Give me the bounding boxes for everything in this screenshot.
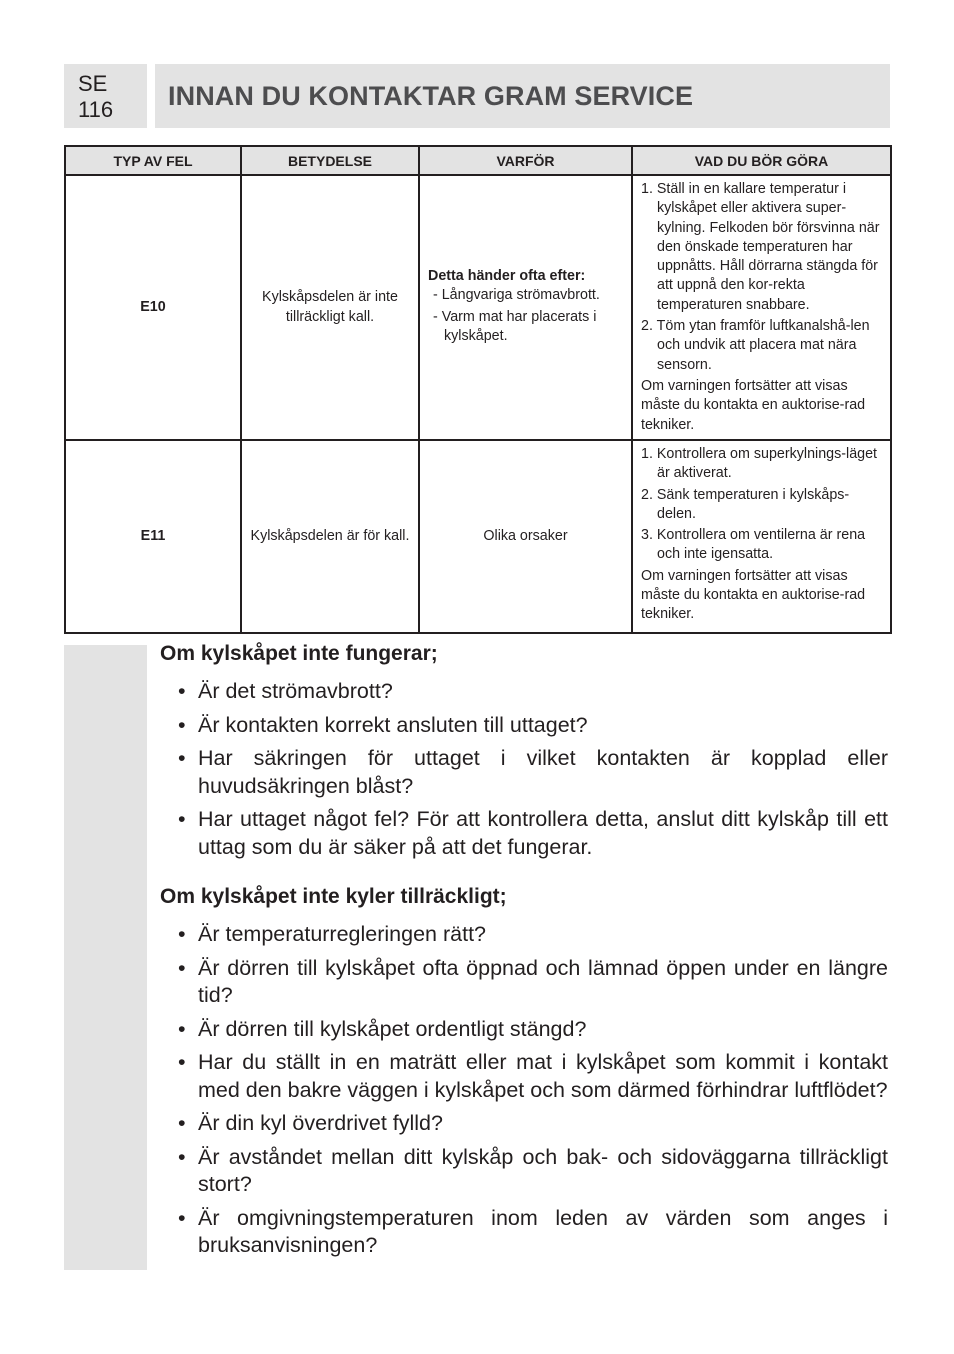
page-title: INNAN DU KONTAKTAR GRAM SERVICE xyxy=(168,80,694,111)
list-item: 3. Kontrollera om ventilerna är rena och inte igensatta. xyxy=(641,527,866,563)
list-item: • Är kontakten korrekt ansluten till uttaget? xyxy=(160,712,888,740)
list-item: • Är omgivningstemperaturen inom leden av värden som anges i bruksanvisningen? xyxy=(178,1205,888,1257)
error-code-e11: E11 xyxy=(65,440,241,633)
list-item: • Är det strömavbrott? xyxy=(160,678,888,706)
bullet-icon: • xyxy=(178,1144,186,1169)
list-item: 2. Sänk temperaturen i kylskåps-delen. xyxy=(641,486,850,522)
section-heading-not-cooling: Om kylskåpet inte kyler tillräckligt; xyxy=(160,885,507,908)
table-header-row xyxy=(65,146,891,175)
action-note: Om varningen fortsätter att visas måste du kontakta en auktorise-rad tekniker. xyxy=(641,567,866,623)
list-item: • Är dörren till kylskåpet ofta öppnad och lämnad öppen under en längre tid? xyxy=(178,955,888,1007)
error-code-table xyxy=(64,145,892,634)
list-item: 1. Kontrollera om superkylnings-läget är aktiverat. xyxy=(641,446,878,482)
table-row xyxy=(65,175,891,440)
page-label xyxy=(64,64,147,128)
page-number: 116 xyxy=(78,97,114,122)
column-header-why: VARFÖR xyxy=(419,146,632,175)
side-bar xyxy=(64,645,147,1270)
action-steps xyxy=(641,180,884,375)
list-item: - Långvariga strömavbrott. xyxy=(433,287,600,304)
section-heading-not-working: Om kylskåpet inte fungerar; xyxy=(160,642,438,665)
table-row xyxy=(65,440,891,633)
action-note: Om varningen fortsätter att visas måste du kontakta en auktorise-rad tekniker. xyxy=(641,377,866,433)
action-steps xyxy=(641,445,884,565)
list-item: • Är din kyl överdrivet fylld? xyxy=(160,1110,888,1138)
why-heading: Detta händer ofta efter: xyxy=(428,267,586,284)
why-list xyxy=(428,286,625,346)
meaning-cell: Kylskåpsdelen är för kall. xyxy=(241,440,419,633)
meaning-cell: Kylskåpsdelen är inte tillräckligt kall. xyxy=(241,175,419,440)
list-item: • Är temperaturregleringen rätt? xyxy=(160,921,888,949)
why-cell: Olika orsaker xyxy=(419,440,632,633)
action-cell xyxy=(632,175,891,440)
list-item: • Har säkringen för uttaget i vilket kontakten är kopplad eller huvudsäkringen blåst? xyxy=(178,746,888,798)
bullet-icon: • xyxy=(178,1016,186,1041)
checklist-not-cooling xyxy=(160,921,888,1260)
list-item: • Är dörren till kylskåpet ordentligt stängd? xyxy=(160,1016,888,1044)
error-code-e10: E10 xyxy=(65,175,241,440)
bullet-icon: • xyxy=(178,679,186,703)
action-cell xyxy=(632,440,891,633)
column-header-type: TYP AV FEL xyxy=(65,146,241,175)
bullet-icon: • xyxy=(178,955,186,980)
why-cell xyxy=(419,175,632,440)
list-item: • Har uttaget något fel? För att kontrollera detta, anslut ditt kylskåp till ett uttag som du är säker på att det fungerar. xyxy=(178,807,888,859)
list-item: • Är avståndet mellan ditt kylskåp och bak- och sidoväggarna tillräckligt stort? xyxy=(178,1144,888,1196)
list-item: 2. Töm ytan framför luftkanalshå-len och undvik att placera mat nära sensorn. xyxy=(641,318,870,373)
column-header-meaning: BETYDELSE xyxy=(241,146,419,175)
column-header-action: VAD DU BÖR GÖRA xyxy=(632,146,891,175)
bullet-icon: • xyxy=(178,1111,186,1135)
checklist-not-working xyxy=(160,678,888,861)
bullet-icon: • xyxy=(178,922,186,946)
bullet-icon: • xyxy=(178,1205,186,1230)
list-item: - Varm mat har placerats i kylskåpet. xyxy=(433,308,597,344)
bullet-icon: • xyxy=(178,746,186,770)
list-item: 1. Ställ in en kallare temperatur i kylskåpet eller aktivera super-kylning. Felkoden bör försvinna när den önskade temperaturen har uppnåtts. Håll dörrarna stängda för att uppnå den kor-rekta temperaturen snabbare. xyxy=(641,181,880,313)
bullet-icon: • xyxy=(178,1050,186,1074)
bullet-icon: • xyxy=(178,712,186,737)
bullet-icon: • xyxy=(178,807,186,831)
list-item: • Har du ställt in en maträtt eller mat i kylskåpet som kommit i kontakt med den bakre väggen i kylskåpet och som därmed förhindrar luftflödet? xyxy=(178,1050,888,1102)
page-header xyxy=(155,64,890,128)
language-code: SE xyxy=(78,71,108,96)
troubleshooting-content xyxy=(160,640,888,1266)
